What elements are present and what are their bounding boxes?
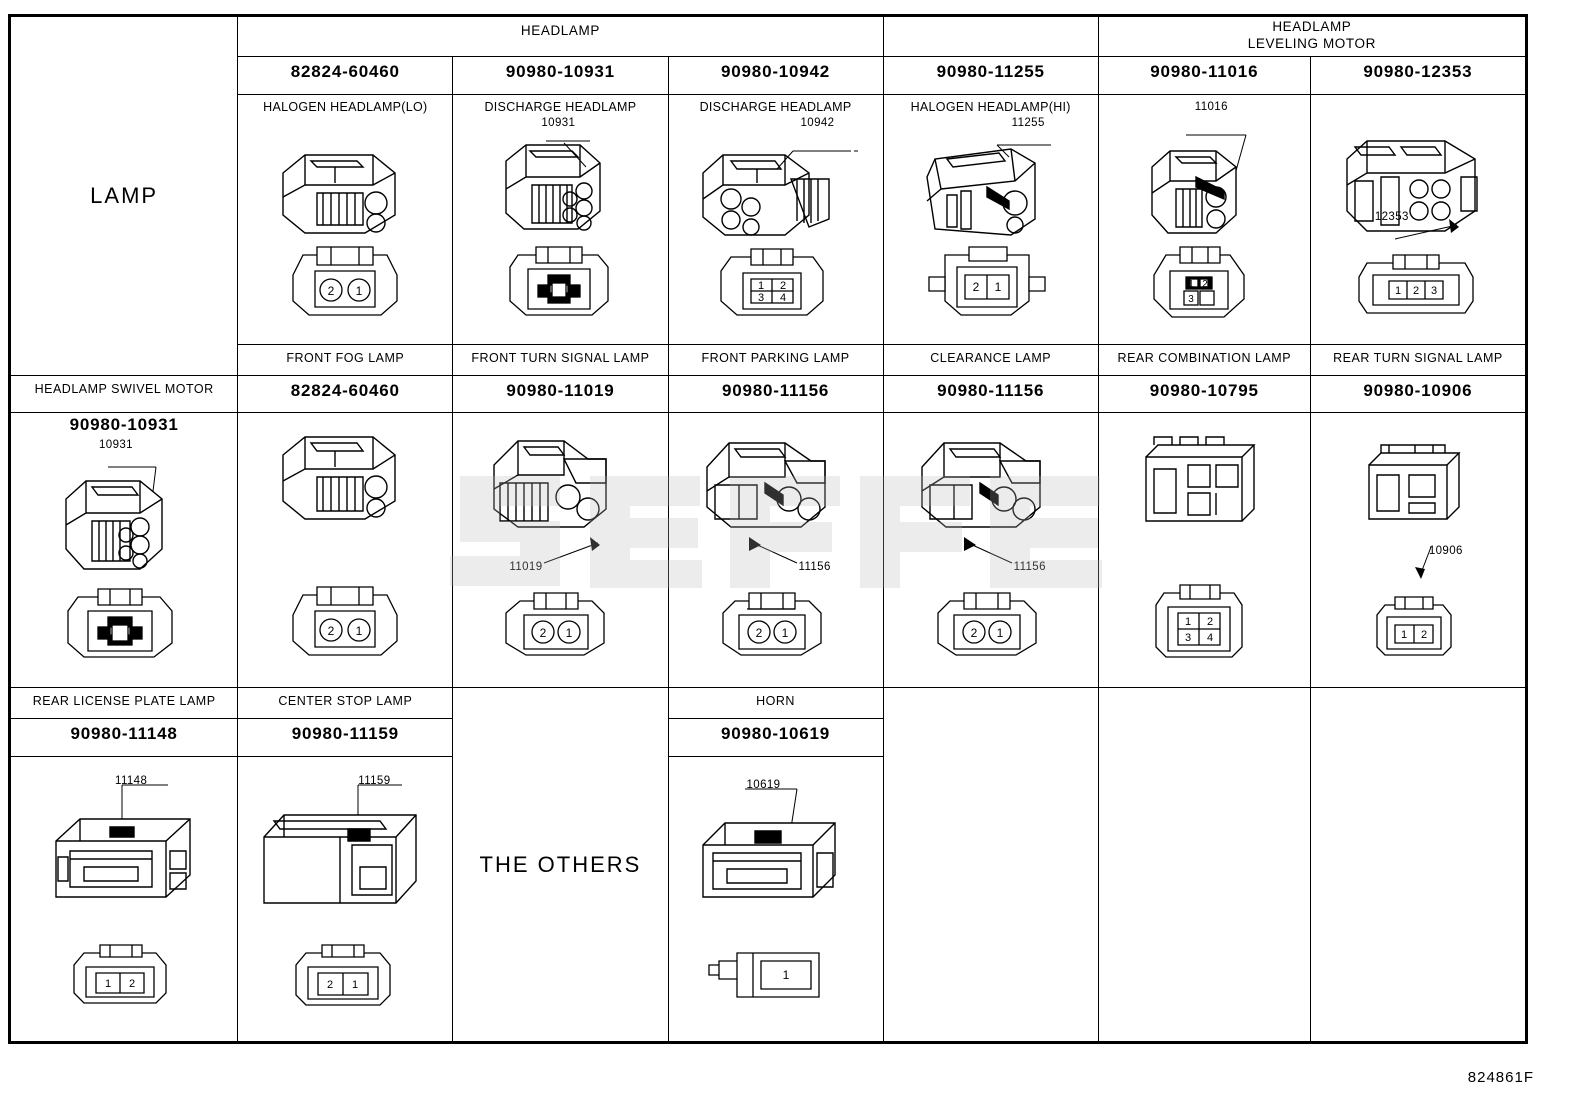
connector-name: REAR COMBINATION LAMP: [1117, 350, 1292, 365]
others-cell: [453, 688, 668, 1042]
connector-illustration-90980-10795: [1102, 413, 1307, 675]
pin-number: 3: [1188, 293, 1195, 305]
connector-illustration-90980-11255-a: [891, 115, 1091, 325]
pin-number: 1: [1395, 284, 1402, 297]
r2c5-name-cell: [883, 344, 1098, 375]
row1-partno-row: [11, 57, 1526, 95]
callout-label: 11156: [798, 561, 831, 574]
r3c4-art-cell: [668, 757, 883, 1042]
pin-number: 3: [1431, 284, 1438, 297]
pin-number: 2: [128, 978, 135, 990]
sub-name: HALOGEN HEADLAMP(HI): [910, 99, 1071, 114]
part-number: 82824-60460: [290, 62, 400, 82]
callout-label: 10942: [800, 116, 835, 129]
r1c4-art-cell: [883, 94, 1098, 344]
connector-name: HORN: [756, 694, 795, 709]
group-header-leveling-line2: LEVELING MOTOR: [1247, 35, 1376, 51]
connector-illustration-90980-11016-a: [1104, 115, 1304, 333]
connector-name: FRONT PARKING LAMP: [701, 350, 850, 365]
pin-number: 1: [1188, 278, 1195, 290]
r2c7-partno-cell: [1310, 375, 1525, 413]
pin-number: 1: [104, 978, 111, 990]
pin-number: 1: [996, 626, 1004, 641]
callout-label: 12353: [1374, 210, 1409, 223]
connector-name: HEADLAMP SWIVEL MOTOR: [34, 381, 214, 396]
callout-label: 11159: [358, 775, 391, 787]
r2c6-name-cell: [1098, 344, 1310, 375]
r1c4-partno-cell: [883, 57, 1098, 95]
r1c6-art-cell: [1310, 94, 1525, 344]
pin-number: 2: [1202, 278, 1209, 290]
row1-group-header-row: [11, 17, 1526, 57]
callout-label: 10906: [1428, 545, 1463, 558]
pin-number: 1: [782, 968, 790, 982]
pin-number: 2: [1421, 629, 1428, 642]
connector-illustration-82824-60460-b: [245, 413, 445, 675]
connector-name: FRONT FOG LAMP: [286, 350, 405, 365]
group-header-leveling-line1: HEADLAMP: [1272, 19, 1352, 34]
r1c6-partno-cell: [1310, 57, 1525, 95]
connector-illustration-90980-10931-a: [460, 115, 660, 325]
row3-name-row: [11, 688, 1526, 719]
connector-grid: [10, 16, 1526, 1042]
callout-label: 11255: [1011, 116, 1045, 129]
r2c3-partno-cell: [453, 375, 668, 413]
r2c7-art-cell: [1310, 413, 1525, 688]
part-number: 90980-11156: [721, 380, 830, 400]
pin-number: 1: [565, 626, 573, 641]
part-number: 90980-11156: [937, 380, 1045, 400]
connector-illustration-82824-60460-a: [245, 115, 445, 330]
sub-name: HALOGEN HEADLAMP(LO): [263, 99, 428, 114]
callout-label: 11148: [115, 775, 148, 787]
callout-label: 10931: [541, 116, 576, 129]
drawing-code: 824861F: [1467, 1069, 1534, 1086]
r2c5-art-cell: [883, 413, 1098, 688]
pin-number: 1: [352, 979, 359, 991]
pin-number: 1: [355, 624, 363, 639]
pin-number: 2: [780, 279, 787, 292]
group-header-headlamp: [238, 17, 883, 57]
callout-label: 10619: [746, 779, 781, 791]
r2c1-name-cell: [11, 375, 238, 413]
callout-label: 10931: [99, 439, 133, 452]
pin-number: 3: [758, 291, 765, 304]
r3c7-empty-cell: [1310, 688, 1525, 1042]
r2c2-name-cell: [238, 344, 453, 375]
row2-art-row: [11, 413, 1526, 688]
connector-illustration-90980-10906: [1315, 413, 1520, 675]
r3c1-name-cell: [11, 688, 238, 719]
others-title: THE OTHERS: [479, 851, 642, 877]
pin-number: 2: [970, 626, 978, 641]
part-number: 90980-10906: [1363, 380, 1473, 400]
r2c2-partno-cell: [238, 375, 453, 413]
sub-name: DISCHARGE HEADLAMP: [484, 99, 637, 114]
pin-number: 2: [539, 626, 547, 641]
r3c4-partno-cell: [668, 719, 883, 757]
r3c4-name-cell: [668, 688, 883, 719]
callout-label: 11156: [1013, 561, 1046, 574]
r2c7-name-cell: [1310, 344, 1525, 375]
part-number: 90980-11255: [936, 62, 1045, 82]
part-number: 90980-11148: [70, 724, 178, 744]
r3c1-partno-cell: [11, 719, 238, 757]
pin-number: 1: [1184, 616, 1191, 629]
pin-number: 2: [972, 279, 980, 294]
r1c3-partno-cell: [668, 57, 883, 95]
pin-number: 2: [1413, 284, 1420, 297]
connector-name: REAR LICENSE PLATE LAMP: [32, 694, 216, 709]
connector-name: CENTER STOP LAMP: [278, 694, 413, 709]
connector-illustration-90980-10942-a: [673, 115, 878, 325]
section-label-cell: [11, 17, 238, 376]
connector-illustration-90980-11148: [22, 757, 227, 1007]
pin-number: 1: [781, 626, 789, 641]
pin-number: 2: [327, 283, 335, 298]
part-number: 82824-60460: [290, 380, 400, 400]
r2c4-partno-cell: [668, 375, 883, 413]
connector-illustration-90980-11156-b: [888, 413, 1093, 675]
connector-illustration-90980-10931-b: [22, 441, 227, 671]
part-number: 90980-12353: [1363, 62, 1473, 82]
r2c3-name-cell: [453, 344, 668, 375]
r2c2-art-cell: [238, 413, 453, 688]
r3c2-name-cell: [238, 688, 453, 719]
group-header-headlamp-label: HEADLAMP: [520, 23, 600, 38]
callout-label: 11016: [1194, 100, 1228, 113]
r2c5-partno-cell: [883, 375, 1098, 413]
connector-illustration-90980-11019: [458, 413, 663, 675]
r2c3-art-cell: [453, 413, 668, 688]
pin-number: 4: [1206, 632, 1213, 645]
r3c2-art-cell: [238, 757, 453, 1042]
r1c2-art-cell: [453, 94, 668, 344]
part-number: 90980-10619: [721, 724, 831, 744]
r2c4-art-cell: [668, 413, 883, 688]
connector-name: REAR TURN SIGNAL LAMP: [1333, 350, 1503, 365]
section-title-lamp: LAMP: [90, 182, 159, 208]
r2c6-partno-cell: [1098, 375, 1310, 413]
connector-illustration-90980-11159: [240, 757, 450, 1007]
connector-illustration-90980-12353-a: [1315, 115, 1520, 333]
r3c5-empty-cell: [883, 688, 1098, 1042]
r2c1-art-cell: [11, 413, 238, 688]
row2-name-row: [11, 344, 1526, 375]
pin-number: 2: [755, 626, 763, 641]
r1c5-art-cell: [1098, 94, 1310, 344]
pin-number: 3: [1184, 632, 1191, 645]
part-number: 90980-10931: [505, 62, 615, 82]
part-number: 90980-10795: [1149, 380, 1259, 400]
pin-number: 2: [1206, 616, 1213, 629]
pin-number: 4: [780, 291, 787, 304]
connector-name: CLEARANCE LAMP: [930, 350, 1052, 365]
pin-number: 2: [327, 624, 335, 639]
group-header-headlamp-4-label: [884, 17, 1098, 51]
part-number: 90980-10942: [721, 62, 831, 82]
connector-illustration-90980-10619: [673, 757, 878, 1007]
pin-number: 1: [1401, 629, 1408, 642]
r1c5-partno-cell: [1098, 57, 1310, 95]
r3c1-art-cell: [11, 757, 238, 1042]
pin-number: 2: [327, 979, 334, 991]
group-header-headlamp-4: [883, 17, 1098, 57]
pin-number: 1: [355, 283, 363, 298]
r1c1-partno-cell: [238, 57, 453, 95]
part-number: 90980-11159: [291, 724, 399, 744]
part-number: 90980-10931: [69, 415, 179, 435]
r3c2-partno-cell: [238, 719, 453, 757]
pin-number: 1: [994, 279, 1002, 294]
part-number: 90980-11016: [1150, 62, 1259, 82]
r2c4-name-cell: [668, 344, 883, 375]
r1c1-art-cell: [238, 94, 453, 344]
r3c6-empty-cell: [1098, 688, 1310, 1042]
callout-label: 11019: [509, 561, 543, 574]
row1-art-row: [11, 94, 1526, 344]
part-number: 90980-11019: [506, 380, 615, 400]
group-header-leveling-motor: [1098, 17, 1525, 57]
r1c3-art-cell: [668, 94, 883, 344]
connector-name: FRONT TURN SIGNAL LAMP: [471, 350, 650, 365]
sub-name: DISCHARGE HEADLAMP: [699, 99, 852, 114]
r1c2-partno-cell: [453, 57, 668, 95]
pin-number: 1: [758, 279, 765, 292]
r2c6-art-cell: [1098, 413, 1310, 688]
connector-chart-sheet: [8, 14, 1534, 1086]
row2-partno-row: [11, 375, 1526, 413]
connector-illustration-90980-11156-a: [673, 413, 878, 675]
